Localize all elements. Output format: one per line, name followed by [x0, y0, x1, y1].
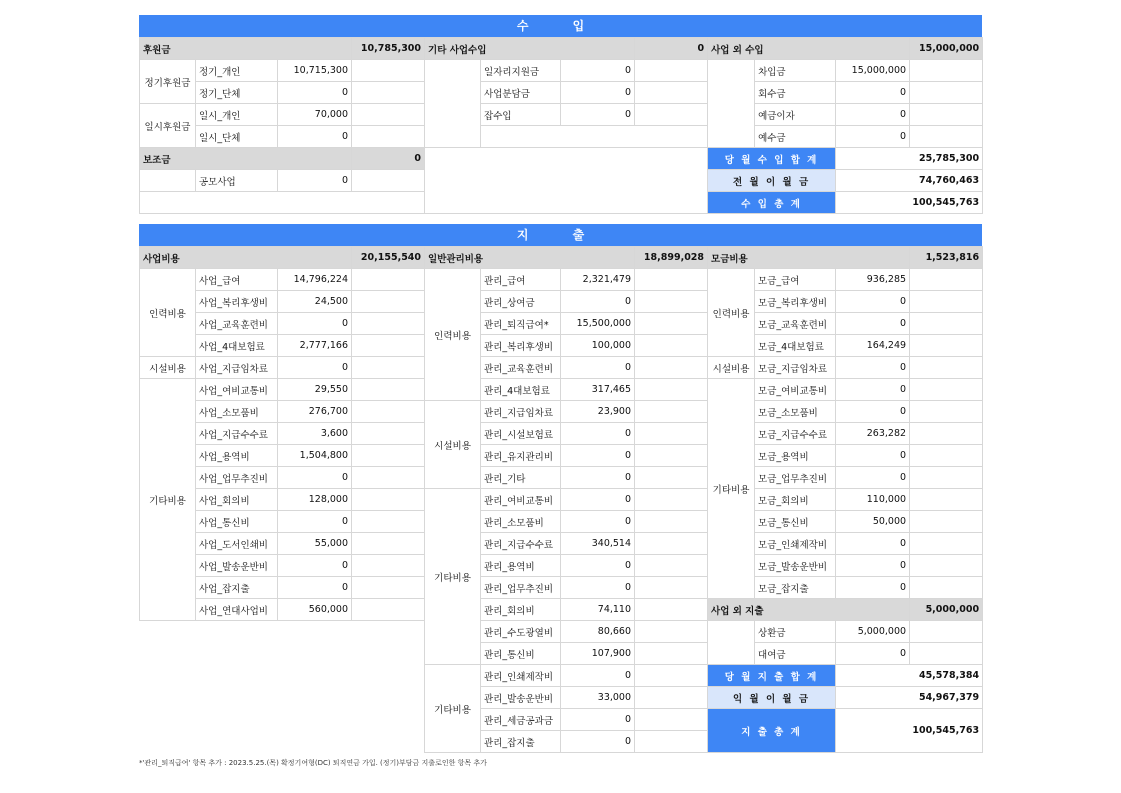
subsidy-total: 0 [352, 148, 425, 170]
item-name: 공모사업 [196, 170, 278, 192]
item-value: 55,000 [278, 533, 352, 555]
item-value: 2,777,166 [278, 335, 352, 357]
item-name: 예수금 [755, 126, 836, 148]
item-value: 1,504,800 [278, 445, 352, 467]
item-value: 5,000,000 [836, 621, 910, 643]
empty-cell [140, 621, 425, 753]
empty-cell [635, 82, 708, 104]
item-name: 차입금 [755, 60, 836, 82]
empty-cell [635, 665, 708, 687]
expense-row [140, 511, 983, 533]
item-value: 164,249 [836, 335, 910, 357]
empty-cell [635, 269, 708, 291]
category-label: 정기후원금 [140, 60, 196, 104]
fundraising-expense-header: 모금비용 [708, 247, 910, 269]
item-name: 관리_용역비 [481, 555, 561, 577]
item-name: 모금_통신비 [755, 511, 836, 533]
category-label: 기타비용 [708, 379, 755, 599]
item-name: 모금_지급임차료 [755, 357, 836, 379]
item-value: 0 [561, 489, 635, 511]
item-value: 110,000 [836, 489, 910, 511]
empty-cell [910, 126, 983, 148]
item-value: 107,900 [561, 643, 635, 665]
empty-cell [635, 599, 708, 621]
expense-grand-total-label: 지 출 총 계 [708, 709, 836, 753]
item-value: 50,000 [836, 511, 910, 533]
item-value: 0 [278, 577, 352, 599]
item-name: 모금_4대보험료 [755, 335, 836, 357]
empty-cell [708, 60, 755, 148]
item-name: 모금_회의비 [755, 489, 836, 511]
item-value: 10,715,300 [278, 60, 352, 82]
item-value: 0 [561, 104, 635, 126]
empty-cell [635, 577, 708, 599]
item-value: 29,550 [278, 379, 352, 401]
item-value: 0 [561, 731, 635, 753]
item-value: 560,000 [278, 599, 352, 621]
item-value: 0 [836, 533, 910, 555]
empty-cell [910, 555, 983, 577]
empty-cell [352, 104, 425, 126]
expense-banner: 지 출 [139, 224, 982, 246]
non-business-income-total: 15,000,000 [910, 38, 983, 60]
item-value: 0 [561, 467, 635, 489]
empty-cell [635, 335, 708, 357]
item-value: 80,660 [561, 621, 635, 643]
item-name: 관리_회의비 [481, 599, 561, 621]
empty-cell [140, 192, 425, 214]
sponsorship-header: 후원금 [140, 38, 352, 60]
empty-cell [910, 467, 983, 489]
item-name: 모금_복리후생비 [755, 291, 836, 313]
sponsorship-total: 10,785,300 [352, 38, 425, 60]
item-value: 2,321,479 [561, 269, 635, 291]
expense-row [140, 247, 983, 269]
empty-cell [708, 621, 755, 665]
expense-row [140, 621, 983, 643]
item-name: 잡수입 [481, 104, 561, 126]
item-name: 사업_교육훈련비 [196, 313, 278, 335]
item-value: 0 [836, 577, 910, 599]
item-name: 관리_통신비 [481, 643, 561, 665]
item-name: 모금_지급수수료 [755, 423, 836, 445]
item-name: 정기_단체 [196, 82, 278, 104]
empty-cell [635, 60, 708, 82]
empty-cell [910, 60, 983, 82]
item-name: 모금_용역비 [755, 445, 836, 467]
item-value: 936,285 [836, 269, 910, 291]
empty-cell [910, 423, 983, 445]
income-grand-total: 100,545,763 [836, 192, 983, 214]
category-label: 기타비용 [140, 379, 196, 621]
empty-cell [910, 401, 983, 423]
empty-cell [910, 489, 983, 511]
item-name: 관리_지급수수료 [481, 533, 561, 555]
item-name: 모금_교육훈련비 [755, 313, 836, 335]
empty-cell [352, 401, 425, 423]
item-value: 0 [278, 82, 352, 104]
item-name: 사업_회의비 [196, 489, 278, 511]
item-value: 0 [561, 60, 635, 82]
expense-row [140, 401, 983, 423]
item-value: 0 [278, 357, 352, 379]
item-name: 관리_복리후생비 [481, 335, 561, 357]
expense-grand-total: 100,545,763 [836, 709, 983, 753]
empty-cell [910, 82, 983, 104]
empty-cell [635, 401, 708, 423]
item-name: 관리_소모품비 [481, 511, 561, 533]
item-name: 사업_소모품비 [196, 401, 278, 423]
expense-row [140, 555, 983, 577]
category-label: 인력비용 [708, 269, 755, 357]
empty-cell [352, 379, 425, 401]
item-name: 모금_급여 [755, 269, 836, 291]
item-name: 모금_여비교통비 [755, 379, 836, 401]
item-name: 관리_기타 [481, 467, 561, 489]
category-label: 일시후원금 [140, 104, 196, 148]
empty-cell [352, 269, 425, 291]
item-name: 관리_세금공과금 [481, 709, 561, 731]
expense-row [140, 533, 983, 555]
empty-cell [635, 621, 708, 643]
item-name: 모금_발송운반비 [755, 555, 836, 577]
other-business-income-total: 0 [635, 38, 708, 60]
empty-cell [635, 357, 708, 379]
item-value: 74,110 [561, 599, 635, 621]
empty-cell [352, 423, 425, 445]
expense-row [140, 291, 983, 313]
item-value: 0 [836, 643, 910, 665]
item-name: 사업_잡지출 [196, 577, 278, 599]
category-label: 기타비용 [425, 665, 481, 753]
item-name: 사업_급여 [196, 269, 278, 291]
item-name: 관리_퇴직급여* [481, 313, 561, 335]
item-value: 0 [278, 126, 352, 148]
item-name: 사업_업무추진비 [196, 467, 278, 489]
item-value: 317,465 [561, 379, 635, 401]
item-value: 0 [278, 313, 352, 335]
empty-cell [635, 467, 708, 489]
item-value: 128,000 [278, 489, 352, 511]
item-name: 예금이자 [755, 104, 836, 126]
empty-cell [635, 511, 708, 533]
item-name: 사업분담금 [481, 82, 561, 104]
empty-cell [352, 599, 425, 621]
item-value: 0 [836, 126, 910, 148]
empty-cell [910, 511, 983, 533]
empty-cell [352, 445, 425, 467]
category-label: 시설비용 [425, 401, 481, 489]
empty-cell [910, 269, 983, 291]
empty-cell [910, 445, 983, 467]
item-name: 관리_교육훈련비 [481, 357, 561, 379]
empty-cell [352, 82, 425, 104]
report [139, 15, 982, 768]
item-value: 276,700 [278, 401, 352, 423]
item-name: 관리_업무추진비 [481, 577, 561, 599]
item-name: 관리_유지관리비 [481, 445, 561, 467]
item-name: 관리_지급임차료 [481, 401, 561, 423]
empty-cell [635, 731, 708, 753]
item-name: 회수금 [755, 82, 836, 104]
item-value: 0 [836, 357, 910, 379]
empty-cell [635, 291, 708, 313]
category-label: 시설비용 [140, 357, 196, 379]
item-value: 0 [561, 291, 635, 313]
item-value: 0 [836, 467, 910, 489]
item-name: 일시_개인 [196, 104, 278, 126]
item-value: 0 [836, 555, 910, 577]
empty-cell [635, 313, 708, 335]
item-value: 0 [561, 511, 635, 533]
expense-row [140, 423, 983, 445]
income-month-total-label: 당 월 수 입 합 계 [708, 148, 836, 170]
item-value: 0 [561, 665, 635, 687]
empty-cell [910, 291, 983, 313]
expense-row [140, 357, 983, 379]
empty-cell [352, 533, 425, 555]
non-business-expense-header: 사업 외 지출 [708, 599, 910, 621]
expense-month-total-label: 당 월 지 출 합 계 [708, 665, 836, 687]
item-value: 0 [836, 313, 910, 335]
empty-cell [910, 335, 983, 357]
item-value: 23,900 [561, 401, 635, 423]
item-name: 모금_업무추진비 [755, 467, 836, 489]
empty-cell [352, 313, 425, 335]
item-name: 관리_인쇄제작비 [481, 665, 561, 687]
item-value: 15,000,000 [836, 60, 910, 82]
expense-row [140, 313, 983, 335]
item-name: 관리_4대보험료 [481, 379, 561, 401]
empty-cell [635, 104, 708, 126]
item-name: 관리_시설보험료 [481, 423, 561, 445]
category-label: 시설비용 [708, 357, 755, 379]
item-value: 340,514 [561, 533, 635, 555]
empty-cell [352, 489, 425, 511]
empty-cell [635, 445, 708, 467]
empty-cell [635, 709, 708, 731]
item-name: 사업_지급임차료 [196, 357, 278, 379]
empty-cell [481, 126, 708, 148]
expense-row [140, 445, 983, 467]
empty-cell [910, 104, 983, 126]
item-value: 15,500,000 [561, 313, 635, 335]
empty-cell [352, 511, 425, 533]
expense-row [140, 489, 983, 511]
other-business-income-header: 기타 사업수입 [425, 38, 635, 60]
business-expense-header: 사업비용 [140, 247, 352, 269]
item-name: 관리_급여 [481, 269, 561, 291]
item-name: 사업_통신비 [196, 511, 278, 533]
income-carryover-label: 전 월 이 월 금 [708, 170, 836, 192]
item-name: 상환금 [755, 621, 836, 643]
empty-cell [635, 489, 708, 511]
item-value: 0 [278, 467, 352, 489]
empty-cell [635, 643, 708, 665]
item-name: 관리_여비교통비 [481, 489, 561, 511]
expense-month-total: 45,578,384 [836, 665, 983, 687]
item-name: 사업_지급수수료 [196, 423, 278, 445]
subsidy-header: 보조금 [140, 148, 352, 170]
item-value: 0 [561, 445, 635, 467]
empty-cell [140, 170, 196, 192]
item-name: 사업_발송운반비 [196, 555, 278, 577]
item-value: 14,796,224 [278, 269, 352, 291]
item-name: 사업_연대사업비 [196, 599, 278, 621]
expense-carryover: 54,967,379 [836, 687, 983, 709]
non-business-expense-total: 5,000,000 [910, 599, 983, 621]
item-name: 관리_수도광열비 [481, 621, 561, 643]
item-name: 사업_용역비 [196, 445, 278, 467]
expense-carryover-label: 익 월 이 월 금 [708, 687, 836, 709]
empty-cell [352, 170, 425, 192]
item-name: 관리_발송운반비 [481, 687, 561, 709]
income-carryover: 74,760,463 [836, 170, 983, 192]
expense-row [140, 577, 983, 599]
item-value: 0 [836, 82, 910, 104]
item-value: 0 [278, 170, 352, 192]
fundraising-expense-total: 1,523,816 [910, 247, 983, 269]
expense-row [140, 335, 983, 357]
item-value: 0 [836, 379, 910, 401]
expense-row [140, 269, 983, 291]
footnote: *'관리_퇴직급여' 항목 추가 : 2023.5.25.(목) 확정기여형(DC) 퇴직연금 가입. (정기)부담금 지출로인한 항목 추가 [139, 759, 487, 767]
empty-cell [635, 533, 708, 555]
item-name: 일자리지원금 [481, 60, 561, 82]
empty-cell [910, 577, 983, 599]
item-value: 0 [278, 511, 352, 533]
empty-cell [910, 621, 983, 643]
item-value: 0 [561, 555, 635, 577]
empty-cell [352, 335, 425, 357]
expense-row [140, 379, 983, 401]
item-name: 대여금 [755, 643, 836, 665]
empty-cell [425, 148, 708, 214]
item-value: 0 [561, 577, 635, 599]
item-value: 0 [836, 445, 910, 467]
empty-cell [910, 643, 983, 665]
item-name: 사업_도서인쇄비 [196, 533, 278, 555]
non-business-income-header: 사업 외 수입 [708, 38, 910, 60]
item-name: 관리_상여금 [481, 291, 561, 313]
general-expense-total: 18,899,028 [635, 247, 708, 269]
empty-cell [635, 423, 708, 445]
item-value: 100,000 [561, 335, 635, 357]
expense-row [140, 467, 983, 489]
business-expense-total: 20,155,540 [352, 247, 425, 269]
empty-cell [635, 379, 708, 401]
income-banner: 수 입 [139, 15, 982, 37]
category-label: 기타비용 [425, 489, 481, 665]
item-value: 0 [561, 357, 635, 379]
empty-cell [635, 687, 708, 709]
item-value: 70,000 [278, 104, 352, 126]
empty-cell [352, 357, 425, 379]
item-value: 0 [561, 709, 635, 731]
category-label: 인력비용 [425, 269, 481, 401]
item-name: 사업_4대보험료 [196, 335, 278, 357]
empty-cell [635, 555, 708, 577]
item-value: 0 [561, 423, 635, 445]
empty-cell [352, 291, 425, 313]
empty-cell [910, 357, 983, 379]
expense-row [140, 599, 983, 621]
item-name: 모금_잡지출 [755, 577, 836, 599]
empty-cell [910, 379, 983, 401]
empty-cell [352, 555, 425, 577]
item-value: 0 [836, 104, 910, 126]
item-value: 263,282 [836, 423, 910, 445]
item-value: 0 [561, 82, 635, 104]
item-value: 3,600 [278, 423, 352, 445]
item-name: 관리_잡지출 [481, 731, 561, 753]
general-expense-header: 일반관리비용 [425, 247, 635, 269]
category-label: 인력비용 [140, 269, 196, 357]
item-value: 33,000 [561, 687, 635, 709]
item-name: 모금_소모품비 [755, 401, 836, 423]
income-grand-total-label: 수 입 총 계 [708, 192, 836, 214]
empty-cell [425, 60, 481, 148]
income-month-total: 25,785,300 [836, 148, 983, 170]
empty-cell [910, 313, 983, 335]
empty-cell [910, 533, 983, 555]
item-name: 모금_인쇄제작비 [755, 533, 836, 555]
item-value: 0 [836, 401, 910, 423]
item-name: 사업_여비교통비 [196, 379, 278, 401]
item-value: 0 [278, 555, 352, 577]
item-value: 24,500 [278, 291, 352, 313]
item-name: 일시_단체 [196, 126, 278, 148]
item-value: 0 [836, 291, 910, 313]
empty-cell [352, 577, 425, 599]
item-name: 사업_복리후생비 [196, 291, 278, 313]
expense-table [139, 246, 983, 753]
item-name: 정기_개인 [196, 60, 278, 82]
empty-cell [352, 467, 425, 489]
empty-cell [352, 60, 425, 82]
income-table [139, 37, 983, 214]
empty-cell [352, 126, 425, 148]
